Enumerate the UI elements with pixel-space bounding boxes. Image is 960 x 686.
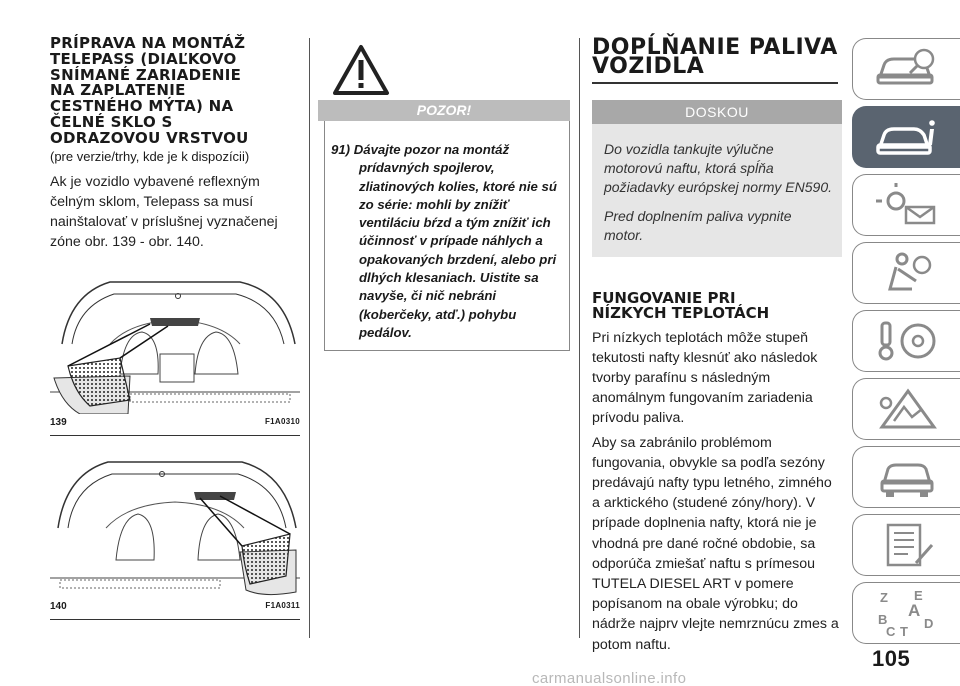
index-letter: C [885, 624, 895, 638]
windshield-illustration-140 [50, 452, 300, 598]
index-letter: T [899, 624, 908, 638]
tab-index[interactable] [852, 582, 960, 644]
info-box-paragraph: Do vozidla tankujte výlučne motorovú naftu, ktorá spĺňa požiadavky európskej normy EN590. [604, 140, 833, 195]
warning-triangle-icon [332, 44, 390, 96]
telepass-subheading: (pre verzie/trhy, kde je k dispozícii) [50, 148, 250, 164]
warning-text: 91) Dávajte pozor na montáž prídavných spojlerov, zliatinových kolies, ktoré nie sú zo série: mohli by znížiť ventiláciu bŕzd a tým znížiť ich účinnosť v prípade náhlych a opakovaných brzdení, alebo pri dlhých klesaniach. Uistite sa navyše, či nič nebráni (koberčeky, atď.) pohybu pedálov. [331, 142, 557, 340]
figure-140 [50, 452, 300, 620]
lights-message-icon [872, 183, 942, 227]
warning-box [324, 121, 570, 351]
index-letter: D [923, 616, 933, 631]
index-letters-icon [872, 588, 942, 638]
tab-airbag-seat[interactable] [852, 242, 960, 304]
info-box-title: DOSKOU [592, 100, 842, 124]
tab-lights-message[interactable] [852, 174, 960, 236]
figure-code: F1A0311 [265, 600, 300, 610]
windshield-illustration-139 [50, 274, 300, 414]
low-temp-paragraph: Aby sa zabránilo problémom fungovania, obvykle sa podľa sezóny predávajú nafty typu letného, zimného a arktického (studené zóny/hory). V prípade doplnenia nafty, ktorá nie je vhodná pre dané ročné obdobie, sa odporúča zmiešať naftu s prímesou TUTELA DIESEL ART v pomere popísanom na obale výrobku; do nádrže najprv vlejte nemrznúcu zmes a potom naftu. [592, 434, 839, 653]
index-letter: Z [879, 590, 888, 605]
car-front-icon [872, 455, 942, 499]
tab-wrench-list[interactable] [852, 514, 960, 576]
low-temp-paragraph: Pri nízkych teplotách môže stupeň tekutosti nafty klesnúť ako následok tvorby parafínu s následným anomálnym fungovaním zariadenia prívodu paliva. [592, 329, 818, 427]
figure-number: 140 [50, 600, 67, 612]
figure-139 [50, 274, 300, 436]
wrench-list-icon [872, 523, 942, 567]
low-temp-heading: FUNGOVANIE PRI NÍZKYCH TEPLOTÁCH [592, 288, 770, 322]
car-info-icon [872, 47, 942, 91]
chapter-tabs [852, 38, 960, 650]
tab-steering-key[interactable] [852, 310, 960, 372]
telepass-heading: PRÍPRAVA NA MONTÁŽ TELEPASS (DIAĽKOVO SNÍMANÉ ZARIADENIE NA ZAPLATENIE CESTNÉHO MÝTA) NA ČELNÉ SKLO S ODRAZOVOU VRSTVOU [50, 34, 249, 147]
page-number: 105 [872, 646, 911, 671]
fuel-heading: DOPĹŇANIE PALIVA VOZIDLA [592, 35, 838, 79]
heading-rule [592, 82, 838, 84]
warning-triangle-icon [872, 387, 942, 431]
warning-title: POZOR! [318, 100, 570, 121]
column-telepass [50, 0, 300, 620]
steering-key-icon [872, 319, 942, 363]
tab-car-i[interactable] [852, 106, 960, 168]
telepass-body: Ak je vozidlo vybavené reflexným čelným sklom, Telepass sa musí nainštalovať v príslušnej vyznačenej zóne obr. 139 - obr. 140. [50, 173, 278, 250]
airbag-seat-icon [872, 251, 942, 295]
index-letter: A [907, 601, 920, 620]
column-fuel [592, 0, 842, 655]
column-divider [579, 38, 580, 638]
car-i-icon [872, 115, 942, 159]
info-box [592, 124, 842, 257]
watermark: carmanualsonline.info [532, 670, 687, 686]
figure-code: F1A0310 [264, 416, 300, 426]
tab-car-front[interactable] [852, 446, 960, 508]
column-warning [318, 0, 570, 351]
index-letter: E [913, 588, 923, 603]
index-letter: B [877, 612, 887, 627]
info-box-paragraph: Pred doplnením paliva vypnite motor. [604, 207, 792, 243]
column-divider [309, 38, 310, 638]
tab-car-info[interactable] [852, 38, 960, 100]
tab-warning-triangle[interactable] [852, 378, 960, 440]
figure-number: 139 [50, 416, 67, 428]
